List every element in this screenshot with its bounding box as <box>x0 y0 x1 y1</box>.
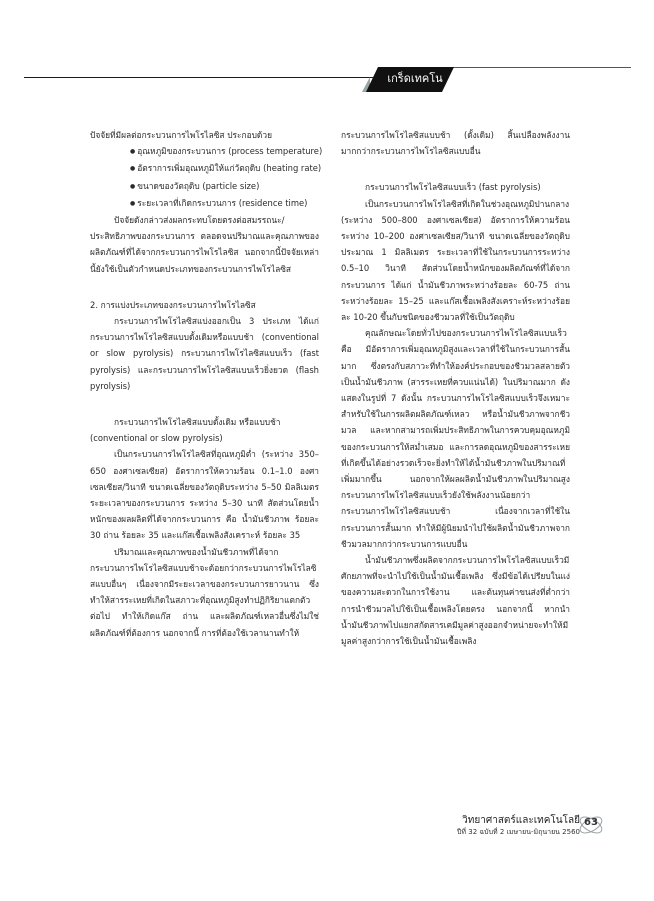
header-rule-right <box>449 67 631 68</box>
slow-pyrolysis-paragraph: เป็นกระบวนการไพโรไลซิสที่อุณหภูมิต่ำ (ระหว่าง 350–650 องศาเซลเซียส) อัตราการให้ความร้อน 0.1–1.0 องศาเซลเซียส/วินาที ขนาดเฉลี่ยของวัตถุดิบระหว่าง 5–50 มิลลิเมตร ระยะเวลาของกระบวนการ ระหว่าง 5–30 นาที สัดส่วนโดยน้ำหนักของผลผลิตที่ได้จากกระบวนการ คือ น้ำมันชีวภาพ ร้อยละ 30 ถ่าน ร้อยละ 35 และแก๊สเชื้อเพลิงสังเคราะห์ ร้อยละ 35 <box>90 449 319 541</box>
factor-item: ● ขนาดของวัตถุดิบ (particle size) <box>90 178 319 195</box>
journal-title: วิทยาศาสตร์และเทคโนโลยี <box>462 815 580 826</box>
factor-item: ● อุณหภูมิของกระบวนการ (process temperature) <box>90 143 319 160</box>
characteristics-paragraph: คุณลักษณะโดยทั่วไปของกระบวนการไพโรไลซิสแบบเร็ว คือ มีอัตราการเพิ่มอุณหภูมิสูงและเวลาที่ใช้ในกระบวนการสั้นมาก ซึ่งตรงกับสภาวะที่ทำให้องค์ประกอบของชีวมวลสลายตัวเป็นน้ำมันชีวภาพ (สารระเหยที่ควบแน่นได้) ในปริมาณมาก ดังแสดงในรูปที่ 7 ดังนั้น กระบวนการไพโรไลซิสแบบเร็วจึงเหมาะสำหรับใช้ในการผลิตผลิตภัณฑ์เหลว หรือน้ำมันชีวภาพจากชีวมวล และหากสามารถเพิ่มประสิทธิภาพในการควบคุมอุณหภูมิของกระบวนการให้สม่ำเสมอ และการลดอุณหภูมิของสารระเหยที่เกิดขึ้นได้อย่างรวดเร็วจะยิ่งทำให้ได้น้ำมันชีวภาพในปริมาณที่เพิ่มมากขึ้น นอกจากให้ผลผลิตน้ำมันชีวภาพในปริมาณสูง กระบวนการไพโรไลซิสแบบเร็วยังใช้พลังงานน้อยกว่ากระบวนการไพโรไลซิสแบบช้า เนื่องจากเวลาที่ใช้ในกระบวนการสั้นมาก ทำให้มีผู้นิยมนำไปใช้ผลิตน้ำมันชีวภาพจากชีวมวลมากกว่ากระบวนการแบบอื่น <box>341 328 570 549</box>
section-label: เกร็ดเทคโน <box>387 72 443 85</box>
continuation-paragraph: กระบวนการไพโรไลซิสแบบช้า (ดั้งเดิม) สิ้นเปลืองพลังงานมากกว่ากระบวนการไพโรไลซิสแบบอื่น <box>341 130 570 157</box>
factors-paragraph: ปัจจัยดังกล่าวส่งผลกระทบโดยตรงต่อสมรรถนะ/ประสิทธิภาพของกระบวนการ ตลอดจนปริมาณและคุณภาพของผลิตภัณฑ์ที่ได้จากกระบวนการไพโรไลซิส นอกจากนี้ปัจจัยเหล่านี้ยังใช้เป็นตัวกำหนดประเภทของกระบวนการไพโรไลซิส <box>90 215 319 274</box>
header-rule-left <box>24 77 376 78</box>
slow-pyrolysis-heading: กระบวนการไพโรไลซิสแบบดั้งเดิม หรือแบบช้า <box>114 417 281 428</box>
page-number-badge <box>577 811 605 839</box>
slow-pyrolysis-heading-en: (conventional or slow pyrolysis) <box>90 433 223 444</box>
fast-pyrolysis-paragraph: เป็นกระบวนการไพโรไลซิสที่เกิดในช่วงอุณหภูมิปานกลาง (ระหว่าง 500–800 องศาเซลเซียส) อัตราการให้ความร้อนระหว่าง 10–200 องศาเซลเซียส/วินาที ขนาดเฉลี่ยของวัตถุดิบประมาณ 1 มิลลิเมตร ระยะเวลาที่ใช้ในกระบวนการระหว่าง 0.5–10 วินาที สัดส่วนโดยน้ำหนักของผลิตภัณฑ์ที่ได้จากกระบวนการ ได้แก่ น้ำมันชีวภาพระหว่างร้อยละ 60-75 ถ่านระหว่างร้อยละ 15–25 และแก๊สเชื้อเพลิงสังเคราะห์ระหว่างร้อยละ 10-20 ขึ้นกับชนิดของชีวมวลที่ใช้เป็นวัตถุดิบ <box>341 198 570 323</box>
factor-item: ● อัตราการเพิ่มอุณหภูมิให้แก่วัตถุดิบ (heating rate) <box>90 160 319 177</box>
biooil-paragraph: น้ำมันชีวภาพซึ่งผลิตจากกระบวนการไพโรไลซิสแบบเร็วมีศักยภาพที่จะนำไปใช้เป็นน้ำมันเชื้อเพลิง ซึ่งมีข้อได้เปรียบในแง่ของความสะดวกในการใช้งาน และต้นทุนค่าขนส่งที่ต่ำกว่าการนำชีวมวลไปใช้เป็นเชื้อเพลิงโดยตรง นอกจากนี้ หากนำน้ำมันชีวภาพไปแยกสกัดสารเคมีมูลค่าสูงออกจำหน่ายจะทำให้มีมูลค่าสูงกว่าการใช้เป็นน้ำมันเชื้อเพลิง <box>341 555 570 647</box>
right-column <box>341 127 570 649</box>
section2-heading: 2. การแบ่งประเภทของกระบวนการไพโรไลซิส <box>90 299 256 310</box>
left-column <box>90 127 323 641</box>
page-number: 63 <box>584 817 598 828</box>
quality-paragraph: ปริมาณและคุณภาพของน้ำมันชีวภาพที่ได้จากกระบวนการไพโรไลซิสแบบช้าจะด้อยกว่ากระบวนการไพโรไลซิสแบบอื่นๆ เนื่องจากมีระยะเวลาของกระบวนการยาวนาน ซึ่งทำให้สารระเหยที่เกิดในสภาวะที่อุณหภูมิสูงทำปฏิกิริยาแตกตัวต่อไป ทำให้เกิดแก๊ส ถ่าน และผลิตภัณฑ์เหลวอื่นซึ่งไม่ใช่ผลิตภัณฑ์ที่ต้องการ นอกจากนี้ การที่ต้องใช้เวลานานทำให้ <box>90 546 319 638</box>
journal-footer <box>440 814 580 838</box>
factor-item: ● ระยะเวลาที่เกิดกระบวนการ (residence time) <box>90 195 319 212</box>
factors-intro: ปัจจัยที่มีผลต่อกระบวนการไพโรไลซิส ประกอบด้วย <box>90 130 272 140</box>
fast-pyrolysis-heading: กระบวนการไพโรไลซิสแบบเร็ว (fast pyrolysis) <box>365 182 541 193</box>
journal-issue: ปีที่ 32 ฉบับที่ 2 เมษายน-มิถุนายน 2560 <box>456 828 580 836</box>
section2-paragraph: กระบวนการไพโรไลซิสแบ่งออกเป็น 3 ประเภท ได้แก่ กระบวนการไพโรไลซิสแบบดั้งเดิมหรือแบบช้า (conventional or slow pyrolysis) กระบวนการไพโรไลซิสแบบเร็ว (fast pyrolysis) และกระบวนการไพโรไลซิสแบบเร็วยิ่งยวด (flash pyrolysis) <box>90 316 319 391</box>
